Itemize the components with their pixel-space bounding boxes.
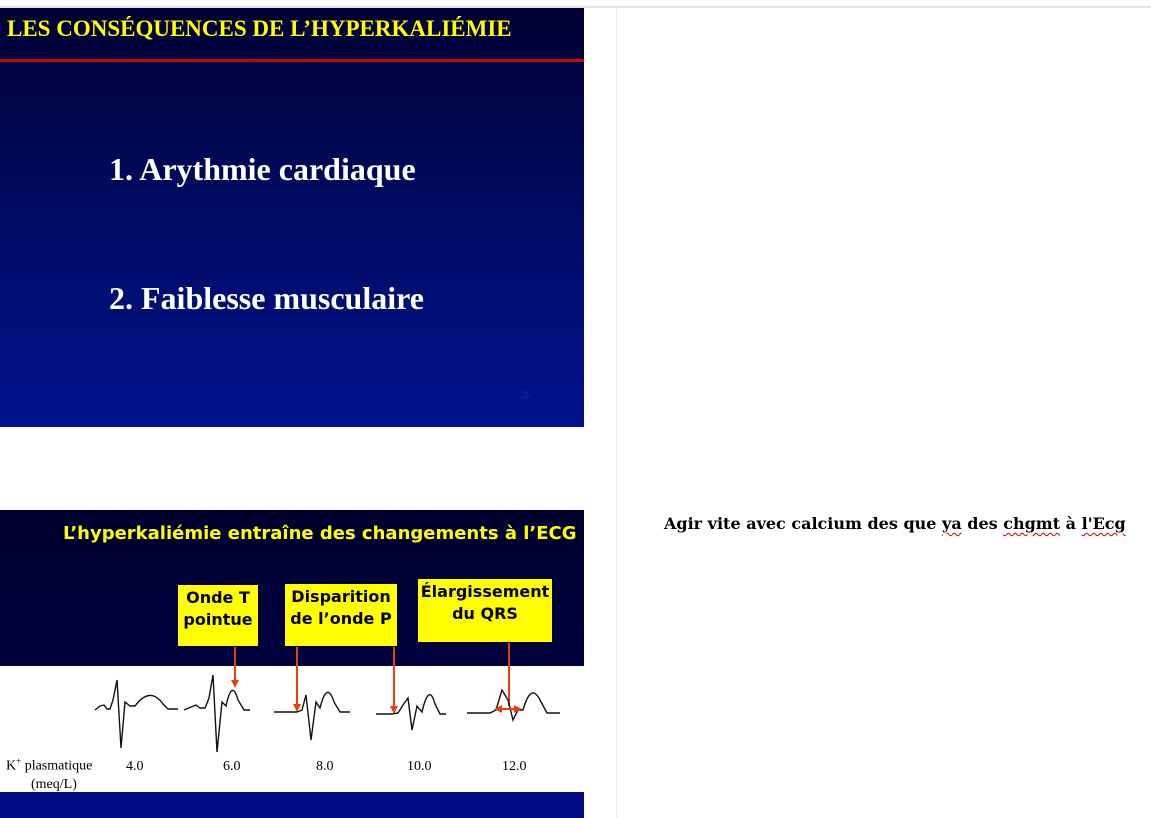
k-value-12-0: 12.0 [502,759,527,774]
slide-1-number: 26 [521,390,531,401]
slide-1-title-rule [0,59,584,62]
ecg-trace-10-0 [376,695,446,730]
note-text[interactable]: Agir vite avec calcium des que ya des chgmt à l'Ecg [664,514,1126,533]
k-value-6-0: 6.0 [223,759,241,774]
slide-2-footer-band [0,792,584,818]
ecg-trace-4-0 [95,680,178,748]
slide-1 [0,8,584,427]
label-elargissement-qrs: Élargissement du QRS [417,578,553,643]
ecg-trace-8-0 [274,692,350,740]
ecg-trace-6-0 [184,675,250,752]
slide-1-item-arythmie: 1. Arythmie cardiaque [109,151,416,187]
slide-1-item-faiblesse: 2. Faiblesse musculaire [109,280,424,316]
ecg-trace-12-0 [467,690,560,720]
spell-flag-chgmt: chgmt [1003,514,1061,533]
slide-2-title: L’hyperkaliémie entraîne des changements à l’ECG [63,523,577,544]
k-plasmatique-label: K+ plasmatique (meq/L) [6,756,93,792]
spell-flag-ecg: l'Ecg [1081,514,1126,533]
page-divider [616,8,617,818]
k-value-10-0: 10.0 [407,759,432,774]
spell-flag-ya: ya [942,514,962,533]
label-onde-t-pointue: Onde T pointue [177,584,259,647]
k-value-8-0: 8.0 [316,759,334,774]
k-value-4-0: 4.0 [126,759,144,774]
ecg-traces [0,640,584,755]
label-disparition-onde-p: Disparition de l’onde P [284,583,398,647]
slide-2 [0,510,584,818]
slide-1-title: LES CONSÉQUENCES DE L’HYPERKALIÉMIE [7,16,512,41]
